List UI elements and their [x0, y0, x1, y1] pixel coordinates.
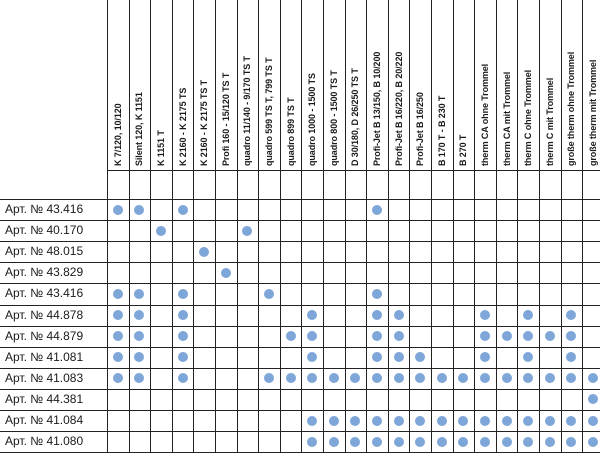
column-divider	[237, 0, 238, 452]
column-divider	[280, 0, 281, 452]
compatibility-dot	[437, 437, 447, 447]
column-header-label: quadro 1000 - 1500 TS	[307, 73, 318, 166]
compatibility-dot	[329, 437, 339, 447]
compatibility-dot	[394, 373, 404, 383]
row-article-label: Арт. № 43.416	[5, 202, 84, 216]
compatibility-dot	[372, 205, 382, 215]
column-divider	[107, 0, 108, 452]
row-article-label: Арт. № 43.829	[5, 265, 84, 280]
column-header	[280, 0, 302, 168]
compatibility-dot	[415, 437, 425, 447]
row-article-label: Арт. № 40.170	[5, 223, 84, 238]
row-divider	[0, 262, 600, 263]
compatibility-dot	[588, 373, 598, 383]
row-divider	[0, 368, 600, 369]
column-header	[582, 0, 600, 168]
compatibility-dot	[286, 373, 296, 383]
column-divider	[129, 0, 130, 452]
compatibility-dot	[178, 205, 188, 215]
column-header	[237, 0, 259, 168]
compatibility-dot	[394, 437, 404, 447]
column-divider	[366, 0, 367, 452]
column-header-label: therm CA ohne Trommel	[479, 63, 490, 166]
compatibility-dot	[113, 373, 123, 383]
column-header-label: große therm ohne Trommel	[566, 51, 577, 166]
column-divider	[215, 0, 216, 452]
column-header-label: therm C mit Trommel	[544, 77, 555, 166]
compatibility-dot	[588, 394, 598, 404]
compatibility-dot	[566, 310, 576, 320]
row-article-label: Арт. № 41.081	[5, 349, 84, 364]
column-divider	[258, 0, 259, 452]
column-header-label: quadro 11/140 - 9/170 TS T	[242, 56, 253, 166]
column-header	[301, 0, 323, 168]
compatibility-dot	[156, 226, 166, 236]
row-article-label: Арт. № 48.015	[5, 244, 84, 259]
compatibility-dot	[480, 352, 490, 362]
compatibility-dot	[545, 437, 555, 447]
column-header	[323, 0, 345, 168]
compatibility-dot	[545, 416, 555, 426]
compatibility-dot	[178, 310, 188, 320]
compatibility-dot	[307, 331, 317, 341]
compatibility-dot	[307, 437, 317, 447]
compatibility-dot	[350, 416, 360, 426]
compatibility-dot	[394, 352, 404, 362]
column-header	[517, 0, 539, 168]
compatibility-dot	[502, 416, 512, 426]
column-header-label: quadro 599 TS T, 799 TS T	[263, 57, 274, 166]
column-header-label: Profi-Jet B 16/250	[415, 92, 426, 166]
compatibility-dot	[242, 226, 252, 236]
column-divider	[150, 0, 151, 452]
compatibility-dot	[523, 373, 533, 383]
column-header-label: K 2160 - K 2175 TS T	[199, 79, 210, 166]
row-divider	[0, 389, 600, 390]
compatibility-dot	[372, 310, 382, 320]
compatibility-dot	[134, 352, 144, 362]
column-header	[409, 0, 431, 168]
row-article-label: Арт. № 44.878	[5, 307, 84, 322]
row-divider	[0, 410, 600, 411]
row-divider	[0, 283, 600, 284]
column-divider	[517, 0, 518, 452]
compatibility-dot	[113, 331, 123, 341]
compatibility-dot	[394, 310, 404, 320]
column-header-label: B 170 T - B 230 T	[436, 95, 447, 166]
compatibility-dot	[523, 352, 533, 362]
compatibility-dot	[372, 352, 382, 362]
compatibility-dot	[113, 205, 123, 215]
compatibility-dot	[502, 331, 512, 341]
column-header-label: Profi-Jet B 13/150, B 10/200	[371, 51, 382, 166]
column-header	[172, 0, 194, 168]
row-article-label: Арт. № 44.879	[5, 328, 84, 343]
column-header	[345, 0, 367, 168]
compatibility-dot	[329, 373, 339, 383]
compatibility-dot	[113, 289, 123, 299]
compatibility-dot	[372, 437, 382, 447]
column-divider	[453, 0, 454, 452]
compatibility-dot	[502, 373, 512, 383]
compatibility-dot	[566, 416, 576, 426]
compatibility-dot	[134, 289, 144, 299]
compatibility-dot	[394, 416, 404, 426]
column-divider	[193, 0, 194, 452]
compatibility-dot	[480, 310, 490, 320]
column-divider	[561, 0, 562, 452]
compatibility-dot	[199, 247, 209, 257]
compatibility-dot	[480, 331, 490, 341]
column-header	[561, 0, 583, 168]
column-divider	[301, 0, 302, 452]
compatibility-dot	[372, 373, 382, 383]
row-divider	[0, 241, 600, 242]
column-header-label: D 30/180, D 26/250 TS T	[350, 68, 361, 166]
row-article-label: Арт. № 43.416	[5, 286, 84, 301]
column-header	[474, 0, 496, 168]
column-header-label: therm CA mit Trommel	[501, 71, 512, 166]
compatibility-dot	[286, 331, 296, 341]
compatibility-dot	[458, 373, 468, 383]
column-divider	[409, 0, 410, 452]
compatibility-dot	[350, 437, 360, 447]
column-header	[258, 0, 280, 168]
row-divider	[0, 347, 600, 348]
compatibility-dot	[329, 416, 339, 426]
row-article-label: Арт. № 41.080	[5, 434, 84, 449]
compatibility-dot	[588, 437, 598, 447]
row-divider	[0, 326, 600, 327]
column-header	[150, 0, 172, 168]
column-header	[366, 0, 388, 168]
compatibility-dot	[523, 310, 533, 320]
compatibility-dot	[415, 373, 425, 383]
column-divider	[345, 0, 346, 452]
compatibility-dot	[437, 416, 447, 426]
column-header	[453, 0, 475, 168]
column-header-label: therm C ohne Trommel	[523, 69, 534, 166]
compatibility-dot	[415, 416, 425, 426]
compatibility-dot	[134, 331, 144, 341]
compatibility-dot	[502, 437, 512, 447]
compatibility-dot	[134, 373, 144, 383]
row-article-label: Арт. № 41.084	[5, 413, 84, 427]
column-divider	[388, 0, 389, 452]
column-header	[496, 0, 518, 168]
compatibility-dot	[523, 437, 533, 447]
row-article-label: Арт. № 44.381	[5, 391, 84, 406]
column-header	[107, 0, 129, 168]
compatibility-dot	[480, 437, 490, 447]
row-divider	[0, 431, 600, 432]
column-divider	[496, 0, 497, 452]
compatibility-dot	[113, 352, 123, 362]
column-divider	[323, 0, 324, 452]
compatibility-dot	[178, 289, 188, 299]
column-divider	[474, 0, 475, 452]
compatibility-dot	[372, 416, 382, 426]
row-article-label: Арт. № 41.083	[5, 370, 84, 385]
column-header-label: Profi-Jet B 16/220, B 20/220	[393, 51, 404, 166]
column-header	[431, 0, 453, 168]
compatibility-dot	[113, 310, 123, 320]
column-header-label: quadro 899 TS T	[285, 97, 296, 166]
column-header	[215, 0, 237, 168]
compatibility-dot	[415, 352, 425, 362]
compatibility-dot	[134, 310, 144, 320]
column-header	[539, 0, 561, 168]
header-divider	[107, 170, 600, 171]
column-header	[388, 0, 410, 168]
compatibility-dot	[372, 289, 382, 299]
compatibility-dot	[134, 205, 144, 215]
compatibility-dot	[307, 416, 317, 426]
compatibility-dot	[264, 373, 274, 383]
compatibility-dot	[545, 331, 555, 341]
compatibility-dot	[307, 352, 317, 362]
compatibility-dot	[264, 289, 274, 299]
column-header-label: K 7/120, 10/120	[112, 103, 123, 166]
row-divider	[0, 199, 600, 200]
column-header-label: Silent 120, K 1151	[134, 92, 145, 166]
compatibility-dot	[545, 373, 555, 383]
column-header-label: K 2160 - K 2175 TS	[177, 87, 188, 166]
column-header	[129, 0, 151, 168]
column-divider	[431, 0, 432, 452]
column-header-label: quadro 800 - 1500 TS T	[328, 70, 339, 166]
compatibility-dot	[566, 373, 576, 383]
compatibility-dot	[394, 331, 404, 341]
compatibility-dot	[523, 331, 533, 341]
compatibility-dot	[372, 331, 382, 341]
column-divider	[582, 0, 583, 452]
column-divider	[539, 0, 540, 452]
compatibility-dot	[566, 437, 576, 447]
column-divider	[172, 0, 173, 452]
compatibility-dot	[458, 416, 468, 426]
compatibility-dot	[307, 310, 317, 320]
column-header-label: B 270 T	[458, 134, 469, 166]
column-header	[193, 0, 215, 168]
compatibility-dot	[221, 268, 231, 278]
compatibility-dot	[350, 373, 360, 383]
compatibility-dot	[458, 437, 468, 447]
compatibility-dot	[178, 331, 188, 341]
row-divider	[0, 220, 600, 221]
column-header-label: Profi 160 - 15/120 TS T	[220, 72, 231, 166]
compatibility-dot	[307, 373, 317, 383]
compatibility-dot	[178, 373, 188, 383]
compatibility-dot	[480, 373, 490, 383]
column-header-label: K 1151 T	[155, 130, 166, 166]
compatibility-dot	[480, 416, 490, 426]
compatibility-dot	[566, 352, 576, 362]
row-divider	[0, 305, 600, 306]
compatibility-dot	[523, 416, 533, 426]
compatibility-dot	[437, 373, 447, 383]
compatibility-dot	[588, 416, 598, 426]
column-header-label: große therm mit Trommel	[587, 59, 598, 166]
compatibility-dot	[178, 352, 188, 362]
compatibility-dot	[566, 331, 576, 341]
